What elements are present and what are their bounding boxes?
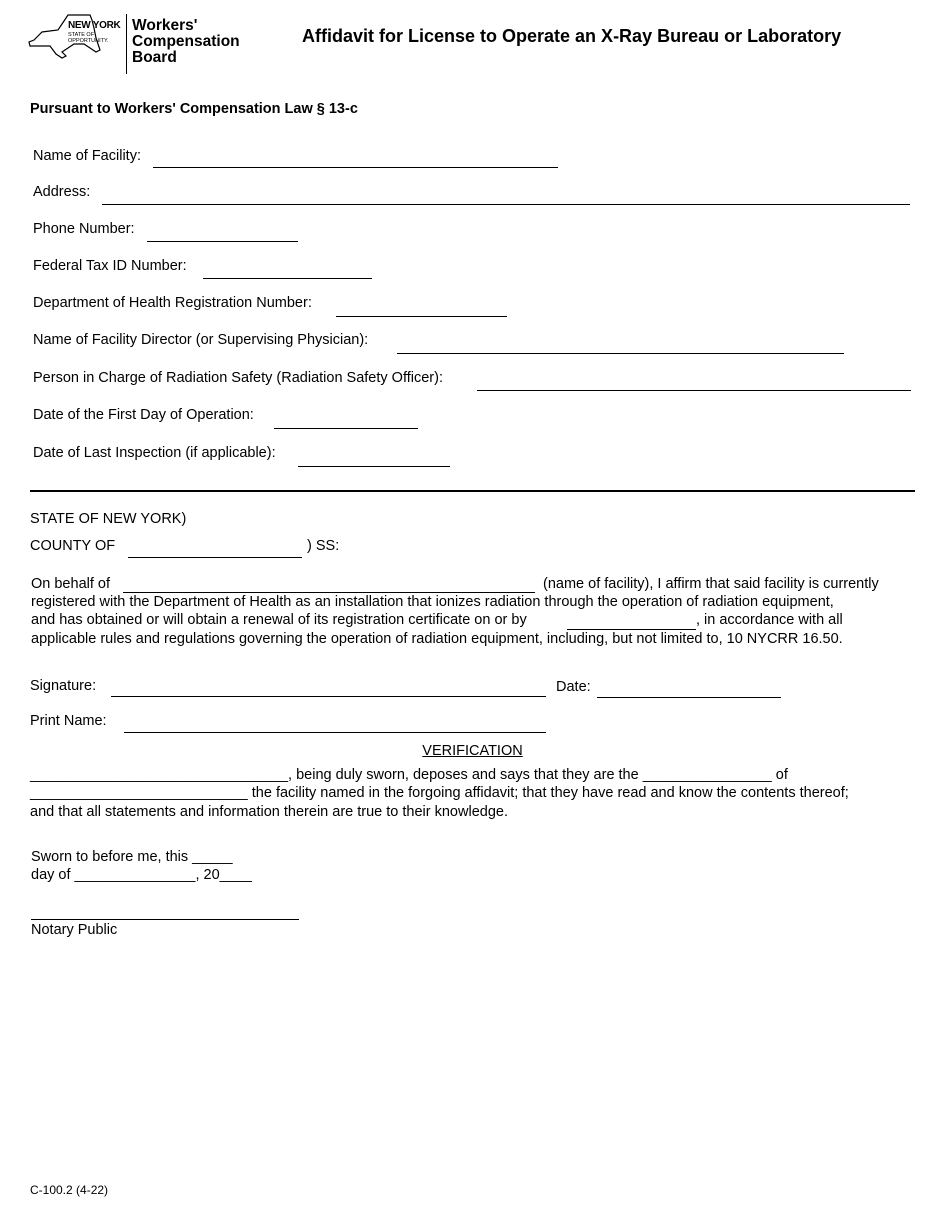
sworn-line1: Sworn to before me, this _____ [31,849,233,865]
signature-field[interactable] [111,696,546,697]
logo-tagline: STATE OF OPPORTUNITY. [68,32,109,44]
form-subtitle: Pursuant to Workers' Compensation Law § 13-c [30,101,358,117]
director-label: Name of Facility Director (or Supervising Physician): [33,332,369,348]
date-field[interactable] [597,697,781,698]
print-name-field[interactable] [124,732,546,733]
affirm-line3: and has obtained or will obtain a renewal of its registration certificate on or by [31,612,527,628]
phone-label: Phone Number: [33,221,135,237]
doh-registration-field[interactable] [336,316,507,317]
address-field[interactable] [102,204,910,205]
last-inspection-field[interactable] [298,466,450,467]
address-label: Address: [33,184,91,200]
date-label: Date: [556,679,591,695]
logo-state-name: NEW YORK [68,20,121,31]
form-title: Affidavit for License to Operate an X-Ray Bureau or Laboratory [302,26,842,46]
verification-line3: and that all statements and information therein are true to their knowledge. [30,804,508,820]
section-divider [30,490,915,492]
facility-name-field[interactable] [153,167,558,168]
agency-logo [28,14,248,74]
affirm-line2: registered with the Department of Health as an installation that ionizes radiation through the operation of radiation equipment, [31,594,834,610]
signature-label: Signature: [30,678,97,694]
notary-label: Notary Public [31,922,118,938]
tax-id-label: Federal Tax ID Number: [33,258,187,274]
affirm-line3-end: , in accordance with all [696,612,843,628]
director-field[interactable] [397,353,844,354]
verification-title: VERIFICATION [422,743,523,759]
verification-line2: ___________________________ the facility named in the forgoing affidavit; that they have read and know the contents thereof; [30,785,849,801]
last-inspection-label: Date of Last Inspection (if applicable): [33,445,276,461]
doh-registration-label: Department of Health Registration Number: [33,295,312,311]
form-number: C-100.2 (4-22) [30,1183,109,1197]
logo-agency-name: Workers' Compensation Board [132,17,240,66]
on-behalf-label: On behalf of [31,576,110,592]
county-label: COUNTY OF [30,538,116,554]
first-day-field[interactable] [274,428,418,429]
rso-label: Person in Charge of Radiation Safety (Radiation Safety Officer): [33,370,443,386]
notary-signature-field[interactable] [31,919,299,920]
affirm-line1: (name of facility), I affirm that said facility is currently [543,576,879,592]
sworn-line2: day of _______________, 20____ [31,867,252,883]
ss-label: ) SS: [307,538,340,554]
phone-field[interactable] [147,241,298,242]
verification-line1: ________________________________, being duly sworn, deposes and says that they are the ________________ of [30,767,788,783]
affirm-line4: applicable rules and regulations governing the operation of radiation equipment, including, but not limited to, 10 NYCRR 16.50. [31,631,843,647]
tax-id-field[interactable] [203,278,372,279]
state-label: STATE OF NEW YORK) [30,511,187,527]
county-field[interactable] [128,557,302,558]
logo-divider [126,14,127,74]
print-name-label: Print Name: [30,713,107,729]
facility-name-label: Name of Facility: [33,148,141,164]
rso-field[interactable] [477,390,911,391]
first-day-label: Date of the First Day of Operation: [33,407,254,423]
